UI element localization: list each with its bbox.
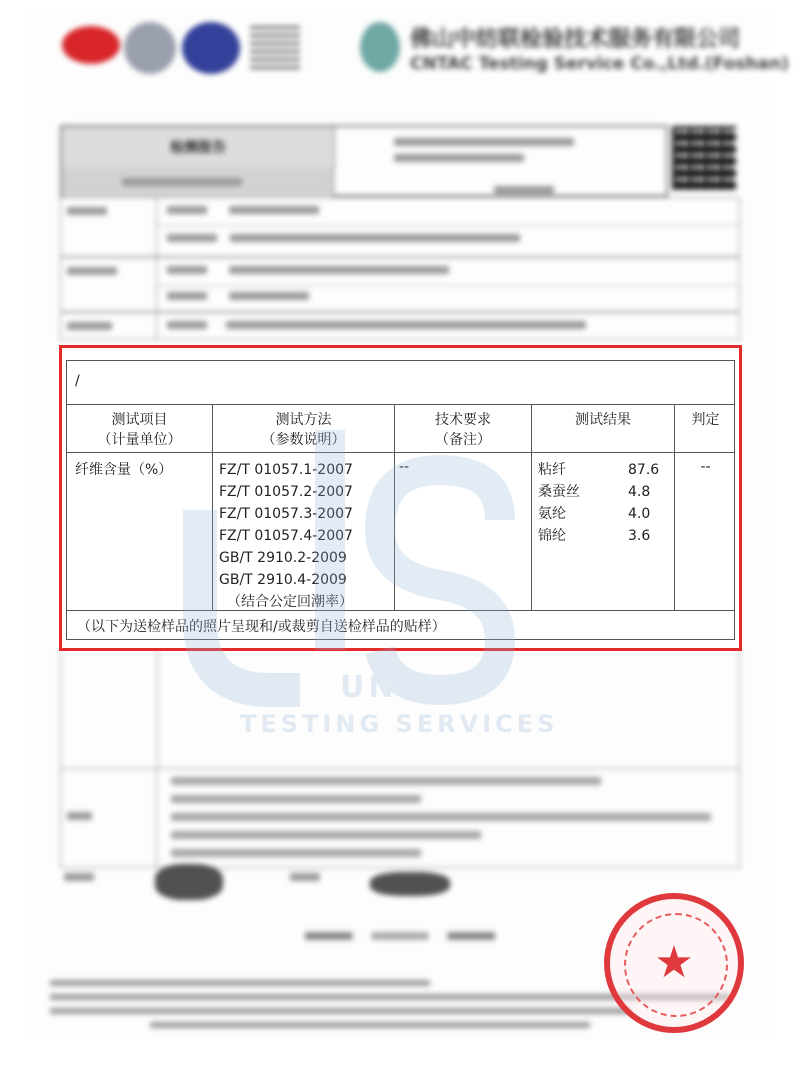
header-test-method: 测试方法 （参数说明） [213,405,395,452]
fiber-value: 4.0 [628,506,651,522]
client-info-section [60,197,740,257]
company-emblem-icon [360,22,400,72]
requirement-cell: -- [395,453,532,610]
test-date-section [60,312,740,340]
reviewer-label [290,872,320,883]
sample-info-section [60,257,740,312]
test-item-cell: 纤维含量（%） [67,453,213,610]
qr-code-icon [672,126,736,190]
fiber-name: 粘纤 [538,462,566,478]
accreditation-text-icon [250,26,300,70]
approver-label [64,872,94,883]
method-line: FZ/T 01057.1-2007 [219,462,353,478]
photo-note-row: （以下为送检样品的照片呈现和/或裁剪自送检样品的贴样） [77,619,446,635]
method-note: （结合公定回潮率） [227,594,353,610]
watermark-text-united: UNITED [340,670,491,705]
certification-logos [62,18,302,78]
fiber-name: 锦纶 [538,528,566,544]
report-end-line [305,932,495,940]
header-requirement: 技术要求 （备注） [395,405,532,452]
verdict-cell: -- [700,459,711,475]
slash-row: / [67,361,734,405]
seal-star-icon: ★ [654,937,694,988]
header-test-item: 测试项目 （计量单位） [67,405,213,452]
official-seal-icon [604,893,744,1033]
uts-watermark-icon [180,400,560,760]
company-header [360,20,789,80]
report-verify-info [334,127,668,197]
header-test-result: 测试结果 [532,405,675,452]
fiber-name: 桑蚕丝 [538,484,580,500]
remarks-section [60,768,740,868]
method-line: GB/T 2910.2-2009 [219,550,347,566]
method-line: FZ/T 01057.3-2007 [219,506,353,522]
report-number [62,167,334,197]
watermark-text-services: TESTING SERVICES [240,710,559,738]
approver-signature-icon [155,864,223,900]
fiber-name: 氨纶 [538,506,566,522]
method-line: FZ/T 01057.4-2007 [219,528,353,544]
reviewer-signature-icon [370,872,450,896]
report-head-box [60,125,668,197]
company-name-en: CNTAC Testing Service Co.,Ltd.(Foshan) [410,54,789,74]
fiber-value: 3.6 [628,528,651,544]
cnas-logo-icon [182,22,240,74]
fiber-value: 87.6 [628,462,660,478]
method-line: GB/T 2910.4-2009 [219,572,347,588]
header-verdict: 判定 [691,412,720,428]
fiber-value: 4.8 [628,484,651,500]
cma-logo-icon [62,26,120,64]
ilac-logo-icon [124,22,176,74]
watermark [180,400,560,760]
method-line: FZ/T 01057.2-2007 [219,484,353,500]
company-name-cn: 佛山中纺联检验技术服务有限公司 [410,27,741,52]
report-title: 检测报告 [62,127,335,168]
